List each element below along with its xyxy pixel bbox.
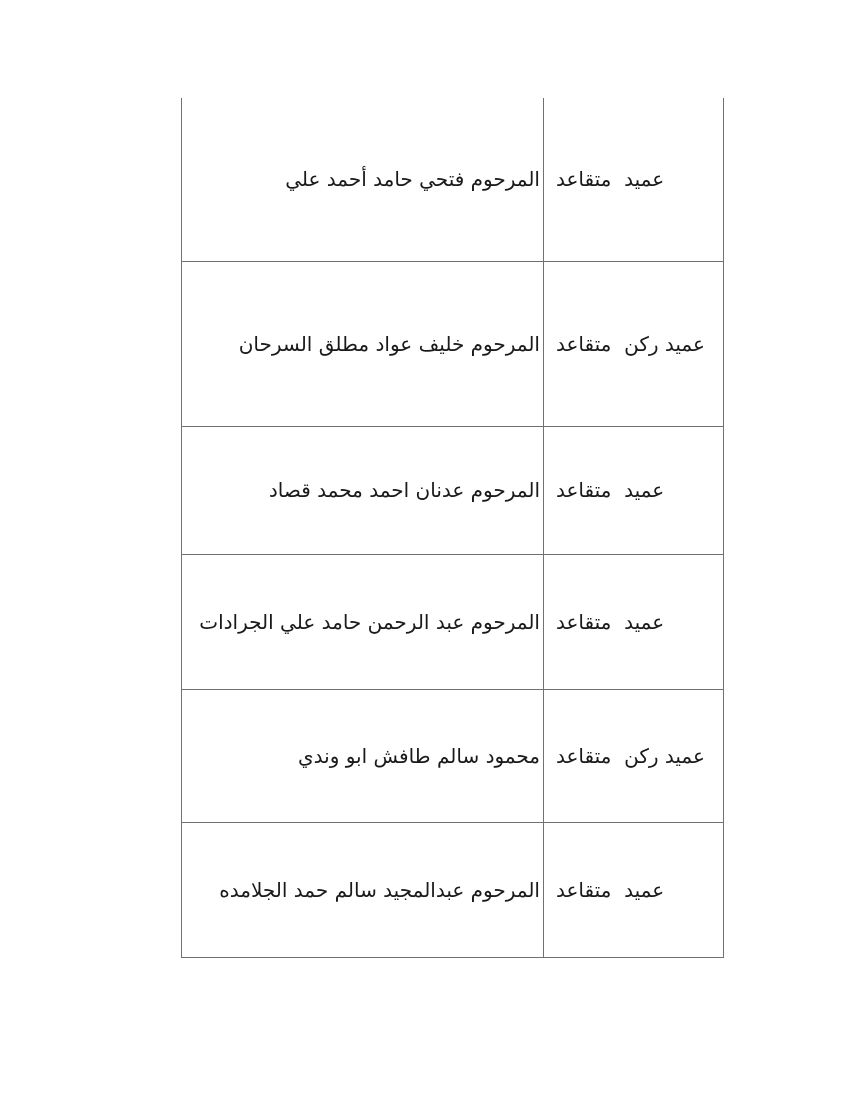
table-row (182, 823, 723, 958)
ranks-names-table (181, 98, 724, 958)
name-cell (182, 690, 544, 822)
rank-cell (544, 690, 723, 822)
name-cell (182, 262, 544, 426)
rank-cell (544, 427, 723, 554)
name-cell (182, 555, 544, 689)
rank-cell (544, 555, 723, 689)
rank-label: عميد متقاعد (556, 478, 665, 502)
table-row (182, 690, 723, 823)
rank-cell (544, 98, 723, 261)
rank-label: عميد ركن متقاعد (556, 743, 705, 768)
table-row (182, 98, 723, 262)
rank-label: عميد ركن متقاعد (556, 331, 705, 356)
name-cell (182, 823, 544, 957)
person-name: محمود سالم طافش ابو وندي (297, 743, 540, 768)
person-name: المرحوم خليف عواد مطلق السرحان (238, 331, 540, 356)
person-name: المرحوم عبد الرحمن حامد علي الجرادات (199, 609, 540, 634)
rank-label: عميد متقاعد (556, 167, 665, 191)
rank-cell (544, 823, 723, 957)
table-row (182, 427, 723, 555)
person-name: المرحوم عدنان احمد محمد قصاد (268, 478, 540, 502)
person-name: المرحوم فتحي حامد أحمد علي (285, 167, 540, 191)
name-cell (182, 98, 544, 261)
rank-cell (544, 262, 723, 426)
rank-label: عميد متقاعد (556, 877, 665, 902)
person-name: المرحوم عبدالمجيد سالم حمد الجلامده (219, 877, 540, 902)
name-cell (182, 427, 544, 554)
rank-label: عميد متقاعد (556, 609, 665, 634)
table-row (182, 555, 723, 690)
table-row (182, 262, 723, 427)
